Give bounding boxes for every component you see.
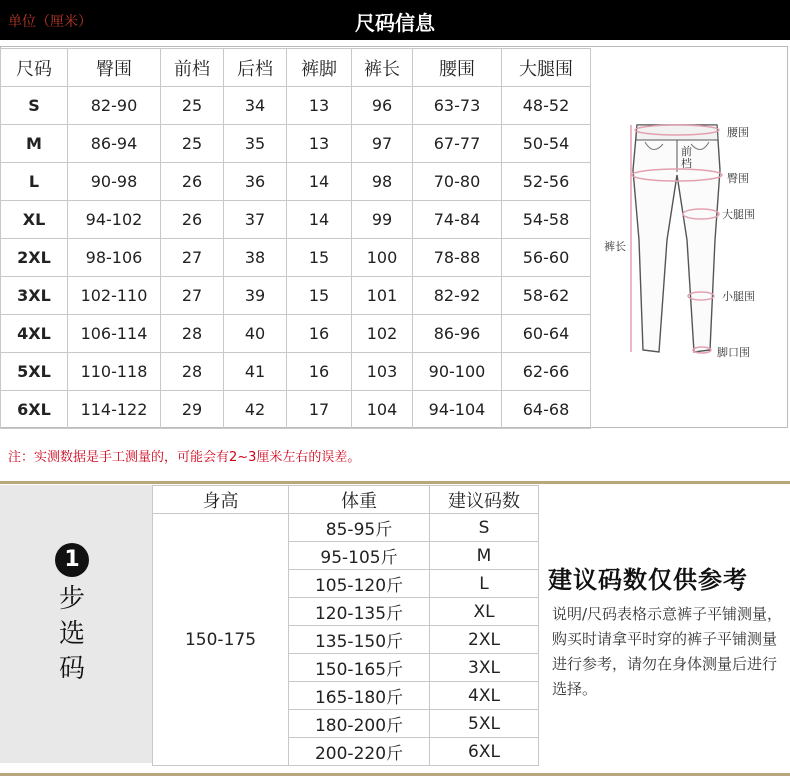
weight-cell: 200-220斤 bbox=[289, 738, 430, 766]
measure-cell: 62-66 bbox=[502, 353, 591, 391]
recommended-size-cell: L bbox=[430, 570, 539, 598]
size-row bbox=[1, 239, 591, 277]
recommended-size-cell: 2XL bbox=[430, 626, 539, 654]
size-row bbox=[1, 391, 591, 429]
measure-cell: 97 bbox=[352, 125, 413, 163]
page-title: 尺码信息 bbox=[355, 11, 435, 35]
size-row bbox=[1, 163, 591, 201]
measure-cell: 52-56 bbox=[502, 163, 591, 201]
measure-cell: 90-98 bbox=[68, 163, 161, 201]
recommended-size-cell: 6XL bbox=[430, 738, 539, 766]
measure-cell: 96 bbox=[352, 87, 413, 125]
measure-cell: 15 bbox=[287, 277, 352, 315]
recommended-size-cell: S bbox=[430, 514, 539, 542]
measure-cell: 54-58 bbox=[502, 201, 591, 239]
measure-cell: 74-84 bbox=[413, 201, 502, 239]
label-hip: 臀围 bbox=[727, 172, 749, 185]
col-header-hem: 裤脚 bbox=[287, 49, 352, 87]
measure-cell: 86-96 bbox=[413, 315, 502, 353]
pants-illustration bbox=[597, 100, 787, 370]
col-header-thigh: 大腿围 bbox=[502, 49, 591, 87]
recommended-size-cell: 4XL bbox=[430, 682, 539, 710]
weight-cell: 85-95斤 bbox=[289, 514, 430, 542]
label-length: 裤长 bbox=[604, 240, 626, 253]
size-cell: XL bbox=[1, 201, 68, 239]
recommend-title: 建议码数仅供参考 bbox=[548, 566, 748, 594]
label-calf: 小腿围 bbox=[722, 290, 755, 303]
measure-cell: 98-106 bbox=[68, 239, 161, 277]
unit-label: 单位（厘米） bbox=[8, 14, 92, 30]
measure-cell: 63-73 bbox=[413, 87, 502, 125]
measure-cell: 103 bbox=[352, 353, 413, 391]
weight-cell: 180-200斤 bbox=[289, 710, 430, 738]
rec-header-height: 身高 bbox=[153, 486, 289, 514]
height-range-cell: 150-175 bbox=[153, 514, 289, 766]
label-front-rise: 前档 bbox=[681, 145, 692, 170]
measure-cell: 82-92 bbox=[413, 277, 502, 315]
measure-cell: 38 bbox=[224, 239, 287, 277]
label-waist: 腰围 bbox=[727, 126, 749, 139]
measure-cell: 16 bbox=[287, 353, 352, 391]
measure-cell: 39 bbox=[224, 277, 287, 315]
pants-diagram bbox=[597, 100, 787, 370]
measure-cell: 50-54 bbox=[502, 125, 591, 163]
measure-cell: 101 bbox=[352, 277, 413, 315]
measure-cell: 94-102 bbox=[68, 201, 161, 239]
recommended-size-cell: 5XL bbox=[430, 710, 539, 738]
recommend-header-row bbox=[153, 486, 539, 514]
measure-cell: 35 bbox=[224, 125, 287, 163]
measure-cell: 25 bbox=[161, 87, 224, 125]
size-row bbox=[1, 315, 591, 353]
measure-cell: 26 bbox=[161, 201, 224, 239]
measure-cell: 86-94 bbox=[68, 125, 161, 163]
measure-cell: 90-100 bbox=[413, 353, 502, 391]
size-cell: 6XL bbox=[1, 391, 68, 429]
col-header-size: 尺码 bbox=[1, 49, 68, 87]
measure-cell: 15 bbox=[287, 239, 352, 277]
measure-cell: 56-60 bbox=[502, 239, 591, 277]
size-table-header-row bbox=[1, 49, 591, 87]
measure-cell: 78-88 bbox=[413, 239, 502, 277]
measure-cell: 26 bbox=[161, 163, 224, 201]
measure-cell: 14 bbox=[287, 201, 352, 239]
weight-cell: 120-135斤 bbox=[289, 598, 430, 626]
measure-cell: 67-77 bbox=[413, 125, 502, 163]
col-header-length: 裤长 bbox=[352, 49, 413, 87]
measure-cell: 27 bbox=[161, 277, 224, 315]
size-cell: 2XL bbox=[1, 239, 68, 277]
measure-cell: 58-62 bbox=[502, 277, 591, 315]
measure-cell: 28 bbox=[161, 353, 224, 391]
header-bar bbox=[0, 0, 790, 40]
measure-cell: 13 bbox=[287, 87, 352, 125]
measure-cell: 29 bbox=[161, 391, 224, 429]
size-row bbox=[1, 125, 591, 163]
weight-cell: 135-150斤 bbox=[289, 626, 430, 654]
step-number-badge: 1 bbox=[55, 543, 89, 577]
measure-cell: 64-68 bbox=[502, 391, 591, 429]
measure-cell: 104 bbox=[352, 391, 413, 429]
measure-cell: 94-104 bbox=[413, 391, 502, 429]
size-cell: 5XL bbox=[1, 353, 68, 391]
size-cell: 4XL bbox=[1, 315, 68, 353]
measure-cell: 42 bbox=[224, 391, 287, 429]
measure-cell: 40 bbox=[224, 315, 287, 353]
col-header-front-rise: 前档 bbox=[161, 49, 224, 87]
measure-cell: 99 bbox=[352, 201, 413, 239]
recommended-size-cell: 3XL bbox=[430, 654, 539, 682]
size-row bbox=[1, 353, 591, 391]
col-header-hip: 臀围 bbox=[68, 49, 161, 87]
measure-cell: 60-64 bbox=[502, 315, 591, 353]
measure-cell: 16 bbox=[287, 315, 352, 353]
measure-cell: 25 bbox=[161, 125, 224, 163]
size-cell: M bbox=[1, 125, 68, 163]
measure-cell: 102-110 bbox=[68, 277, 161, 315]
measure-cell: 37 bbox=[224, 201, 287, 239]
section-separator bbox=[0, 481, 790, 484]
measure-cell: 48-52 bbox=[502, 87, 591, 125]
size-row bbox=[1, 201, 591, 239]
size-cell: 3XL bbox=[1, 277, 68, 315]
recommend-row bbox=[153, 514, 539, 542]
col-header-waist: 腰围 bbox=[413, 49, 502, 87]
measure-cell: 106-114 bbox=[68, 315, 161, 353]
size-cell: S bbox=[1, 87, 68, 125]
recommended-size-cell: M bbox=[430, 542, 539, 570]
measure-cell: 27 bbox=[161, 239, 224, 277]
measure-cell: 114-122 bbox=[68, 391, 161, 429]
size-row bbox=[1, 277, 591, 315]
measure-cell: 102 bbox=[352, 315, 413, 353]
col-header-back-rise: 后档 bbox=[224, 49, 287, 87]
size-row bbox=[1, 87, 591, 125]
label-hem: 脚口围 bbox=[717, 346, 750, 359]
measure-cell: 28 bbox=[161, 315, 224, 353]
measure-cell: 110-118 bbox=[68, 353, 161, 391]
measure-cell: 13 bbox=[287, 125, 352, 163]
measure-cell: 41 bbox=[224, 353, 287, 391]
recommend-description: 说明/尺码表格示意裤子平铺测量，购买时请拿平时穿的裤子平铺测量进行参考，请勿在身体测量后进行选择。 bbox=[552, 605, 783, 698]
weight-cell: 150-165斤 bbox=[289, 654, 430, 682]
step-label: 步选码 bbox=[58, 584, 85, 684]
size-table bbox=[0, 48, 591, 429]
weight-cell: 95-105斤 bbox=[289, 542, 430, 570]
rec-header-weight: 体重 bbox=[289, 486, 430, 514]
bottom-separator bbox=[0, 773, 790, 776]
measure-cell: 14 bbox=[287, 163, 352, 201]
weight-cell: 105-120斤 bbox=[289, 570, 430, 598]
measure-cell: 70-80 bbox=[413, 163, 502, 201]
measurement-note: 注：实测数据是手工测量的，可能会有2~3厘米左右的误差。 bbox=[8, 450, 361, 465]
label-thigh: 大腿围 bbox=[722, 208, 755, 221]
measure-cell: 100 bbox=[352, 239, 413, 277]
measure-cell: 34 bbox=[224, 87, 287, 125]
measure-cell: 82-90 bbox=[68, 87, 161, 125]
rec-header-size: 建议码数 bbox=[430, 486, 539, 514]
weight-cell: 165-180斤 bbox=[289, 682, 430, 710]
measure-cell: 17 bbox=[287, 391, 352, 429]
measure-cell: 36 bbox=[224, 163, 287, 201]
measure-cell: 98 bbox=[352, 163, 413, 201]
recommend-table bbox=[152, 485, 539, 766]
recommended-size-cell: XL bbox=[430, 598, 539, 626]
size-cell: L bbox=[1, 163, 68, 201]
